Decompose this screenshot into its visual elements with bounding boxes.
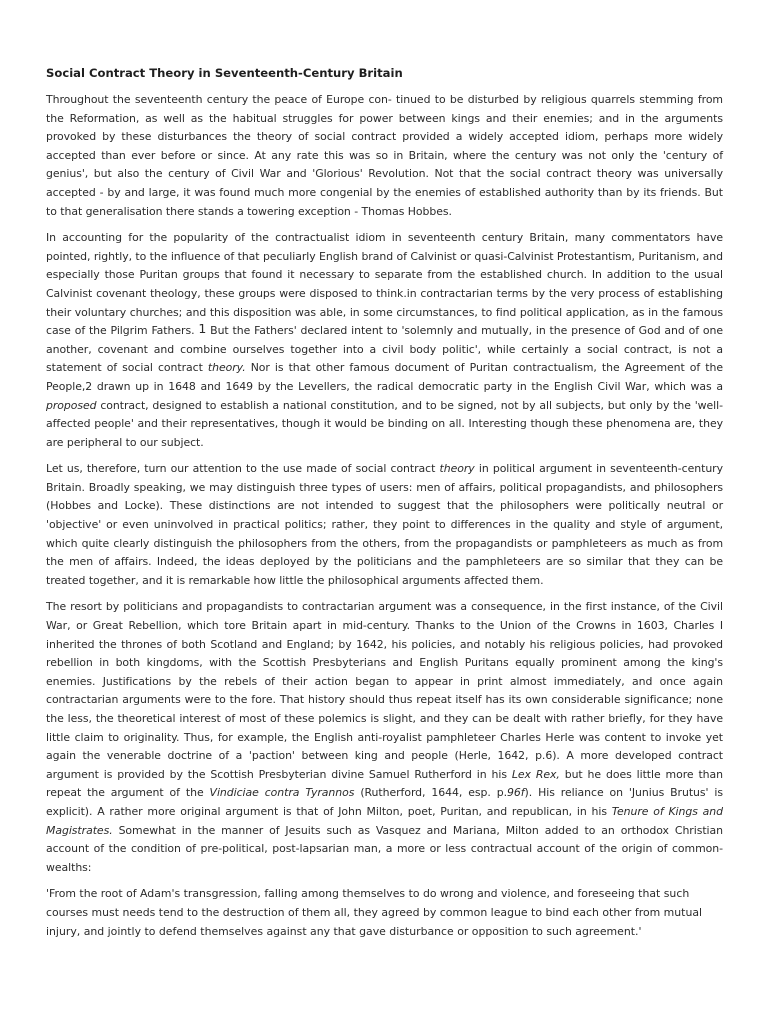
paragraph-text: in political argument in seventeenth-century Britain. Broadly speaking, we may distinguish three types of users: men of affairs, political propagandists, and philosophers (Hobbes and Locke). These distinctions are not intended to suggest that the philosophers were politically neutral or 'objective' or even uninvolved in practical politics; rather, they point to differences in the quality and style of argument, which quite clearly distinguish the philosophers from the others, from the propagandists or pamphleteers as much as from the men of affairs. Indeed, the ideas deployed by the politicians and the pamphleteers are so similar that they can be treated together, and it is remarkable how little the philosophical arguments affected them. <box>46 462 723 587</box>
paragraph-4 <box>46 598 723 877</box>
paragraph-1 <box>46 91 723 221</box>
paragraph-text: Let us, therefore, turn our attention to the use made of social contract <box>46 462 440 476</box>
italic-text: 96f <box>507 786 525 800</box>
italic-text: Vindiciae contra Tyrannos <box>209 786 355 800</box>
paragraph-text: In accounting for the popularity of the contractualist idiom in seventeenth century Britain, many commentators have pointed, rightly, to the influence of that peculiarly English brand of Calvinist or quasi-Calvinist Protestantism, Puritanism, and especially those Puritan groups that found it necessary to separate from the established church. In addition to the usual Calvinist covenant theology, these groups were disposed to think.in contractarian terms by the very process of establishing their voluntary churches; and this disposition was able, in some circumstances, to find political application, as in the famous case of the Pilgrim Fathers. <box>46 231 723 338</box>
paragraph-text: But the Fathers' declared intent to 'solemnly and mutually, in the presence of God and of one another, covenant and combine ourselves together into a civil body politic', while certainly a social contract, is not a statement of social contract <box>46 324 724 375</box>
paragraph-text: but he does little more than repeat the argument of the <box>46 767 724 800</box>
paragraph-text: ). His reliance on 'Junius Brutus' is explicit). A rather more original argument is that of John Milton, poet, Puritan, and republican, in his <box>46 786 723 818</box>
paragraph-text: contract, designed to establish a national constitution, and to be signed, not by all subjects, but only by the 'well-affected people' and their representatives, though it would be binding on all. Interesting though these phenomena are, they are peripheral to our subject. <box>46 398 723 449</box>
paragraph-3 <box>46 460 723 590</box>
block-quote: 'From the root of Adam's transgression, falling among themselves to do wrong and violence, and foreseeing that such courses must needs tend to the destruction of them all, they agreed by common league to bind each other from mutual injury, and jointly to defend themselves against any that gave disturbance or opposition to such agreement.' <box>46 887 703 938</box>
italic-text: theory. <box>207 361 246 375</box>
document-title: Social Contract Theory in Seventeenth-Century Britain <box>46 66 403 80</box>
paragraph-text: Somewhat in the manner of Jesuits such as Vasquez and Mariana, Milton added to an orthodox Christian account of the condition of pre-political, post-lapsarian man, a more or less contractual account of the origin of common- wealths: <box>46 823 723 874</box>
footnote-marker: 1 <box>198 321 207 337</box>
paragraph-text: (Rutherford, 1644, esp. p. <box>354 786 507 800</box>
document-page <box>46 64 723 941</box>
paragraph-text: Nor is that other famous document of Puritan contractualism, the Agreement of the People,2 drawn up in 1648 and 1649 by the Levellers, the radical democratic party in the English Civil War, which was a <box>46 361 723 393</box>
paragraph-2 <box>46 229 723 452</box>
paragraph-text: The resort by politicians and propagandists to contractarian argument was a consequence, in the first instance, of the Civil War, or Great Rebellion, which tore Britain apart in mid-century. Thanks to the Union of the Crowns in 1603, Charles I inherited the thrones of both Scotland and England; by 1642, his policies, and notably his religious policies, had provoked rebellion in both kingdoms, with the Scottish Presbyterians and English Puritans equally prominent among the king's enemies. Justifications by the rebels of their action began to appear in print almost immediately, and once again contractarian arguments were to the fore. That history should thus repeat itself has its own considerable significance; none the less, the theoretical interest of most of these polemics is slight, and they can be dealt with rather briefly, for they have little claim to originality. Thus, for example, the English anti-royalist pamphleteer Charles Herle was content to invoke yet again the venerable doctrine of a 'paction' between king and people (Herle, 1642, p.6). A more developed contract argument is provided by the Scottish Presbyterian divine Samuel Rutherford in his <box>46 600 723 781</box>
italic-text: proposed <box>46 398 97 412</box>
italic-text: theory <box>439 462 475 476</box>
italic-text: Tenure of Kings and Magistrates. <box>46 804 723 837</box>
paragraph-text: Throughout the seventeenth century the peace of Europe con- tinued to be disturbed by religious quarrels stemming from the Reformation, as well as the habitual struggles for power between kings and their enemies; and in the arguments provoked by these disturbances the theory of social contract provided a widely accepted idiom, perhaps more widely accepted than ever before or since. At any rate this was so in Britain, where the century was not only the 'century of genius', but also the century of Civil War and 'Glorious' Revolution. Not that the social contract theory was universally accepted - by and large, it was found much more congenial by the enemies of established authority than by its friends. But to that generalisation there stands a towering exception - Thomas Hobbes. <box>46 93 723 218</box>
italic-text: Lex Rex, <box>511 767 560 781</box>
